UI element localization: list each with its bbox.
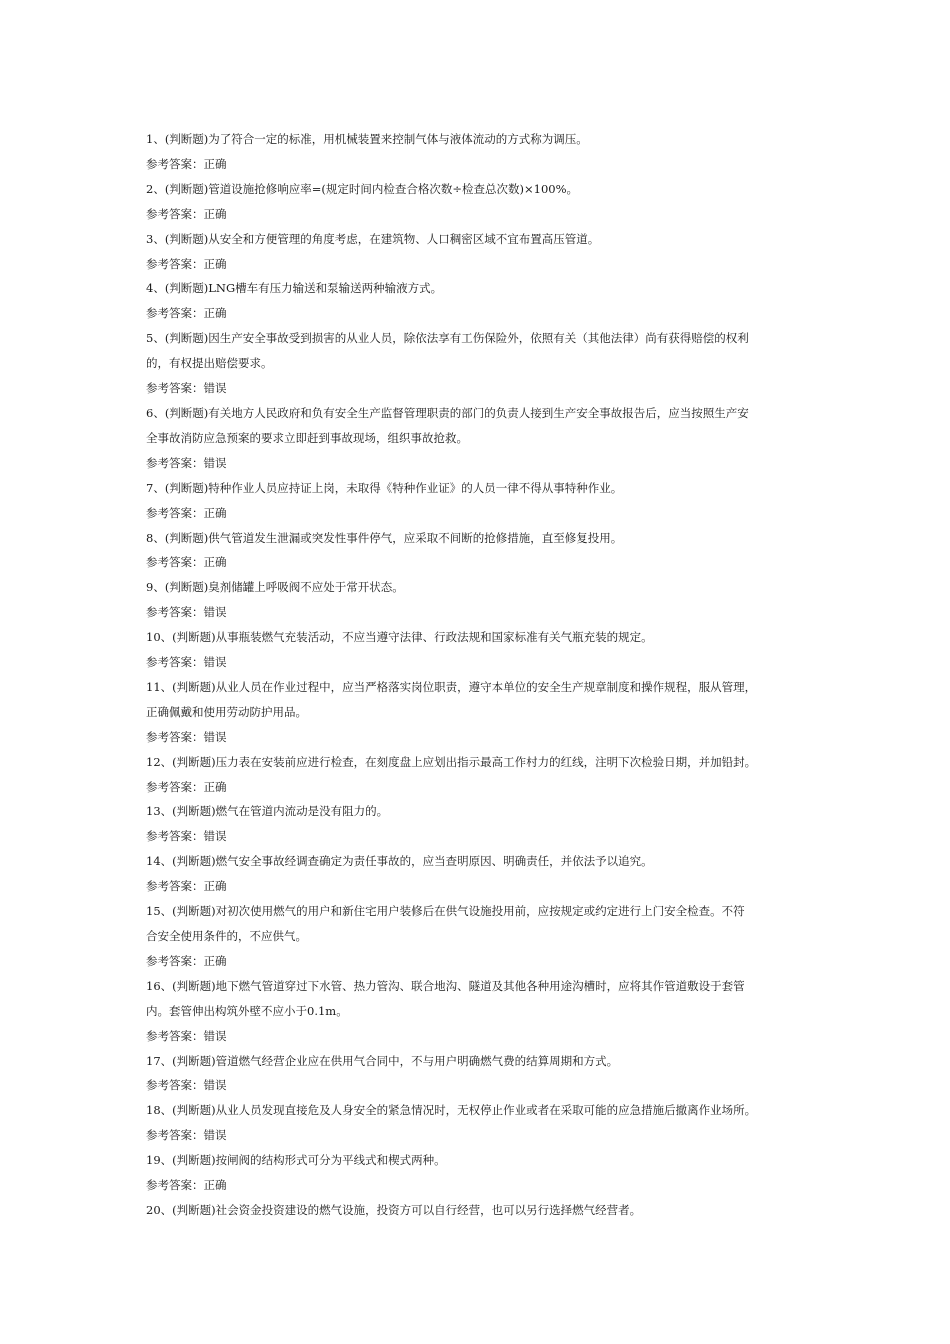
question-line: 18、(判断题)从业人员发现直接危及人身安全的紧急情况时，无权停止作业或者在采取可能的应急措施后撤离作业场所。 (146, 1103, 757, 1118)
question-line: 7、(判断题)特种作业人员应持证上岗，未取得《特种作业证》的人员一律不得从事特种作业。 (146, 480, 623, 495)
question-line: 1、(判断题)为了符合一定的标准，用机械装置来控制气体与液体流动的方式称为调压。 (146, 132, 588, 146)
question-line: 4、(判断题)LNG槽车有压力输送和泵输送两种输液方式。 (146, 281, 443, 296)
question-line: 19、(判断题)按闸阀的结构形式可分为平线式和楔式两种。 (146, 1153, 446, 1168)
question-line: 9、(判断题)臭剂储罐上呼吸阀不应处于常开状态。 (146, 580, 404, 595)
question-line: 15、(判断题)对初次使用燃气的用户和新住宅用户装修后在供气设施投用前，应按规定或约定进行上门安全检查。不符 (146, 904, 745, 919)
question-line: 10、(判断题)从事瓶装燃气充装活动，不应当遵守法律、行政法规和国家标准有关气瓶充装的规定。 (146, 630, 653, 645)
question-line: 内。套管伸出构筑外壁不应小于0.1m。 (146, 1003, 348, 1018)
question-line: 2、(判断题)管道设施抢修响应率=(规定时间内检查合格次数÷检查总次数)×100%。 (146, 181, 579, 196)
answer-line: 参考答案：错误 (146, 729, 227, 744)
question-line: 20、(判断题)社会资金投资建设的燃气设施，投资方可以自行经营，也可以另行选择燃气经营者。 (146, 1202, 642, 1217)
question-line: 3、(判断题)从安全和方便管理的角度考虑，在建筑物、人口稠密区域不宜布置高压管道。 (146, 231, 600, 246)
answer-line: 参考答案：错误 (146, 381, 227, 396)
answer-line: 参考答案：正确 (146, 206, 227, 221)
answer-line: 参考答案：错误 (146, 1128, 227, 1143)
question-line: 13、(判断题)燃气在管道内流动是没有阻力的。 (146, 804, 389, 819)
answer-line: 参考答案：正确 (146, 879, 227, 894)
answer-line: 参考答案：错误 (146, 1028, 227, 1043)
question-line: 正确佩戴和使用劳动防护用品。 (146, 704, 307, 719)
answer-line: 参考答案：正确 (146, 555, 227, 570)
question-line: 16、(判断题)地下燃气管道穿过下水管、热力管沟、联合地沟、隧道及其他各种用途沟槽时，应将其作管道敷设于套管 (146, 978, 745, 993)
answer-line: 参考答案：正确 (146, 1178, 227, 1193)
answer-line: 参考答案：正确 (146, 953, 227, 968)
answer-line: 参考答案：正确 (146, 256, 227, 271)
answer-line: 参考答案：错误 (146, 655, 227, 670)
question-line: 合安全使用条件的，不应供气。 (146, 929, 307, 943)
answer-line: 参考答案：正确 (146, 779, 227, 794)
answer-line: 参考答案：错误 (146, 1078, 227, 1093)
question-line: 5、(判断题)因生产安全事故受到损害的从业人员，除依法享有工伤保险外，依照有关（其他法律）尚有获得赔偿的权利 (146, 331, 749, 346)
question-line: 17、(判断题)管道燃气经营企业应在供用气合同中，不与用户明确燃气费的结算周期和方式。 (146, 1053, 619, 1068)
question-line: 8、(判断题)供气管道发生泄漏或突发性事件停气，应采取不间断的抢修措施，直至修复投用。 (146, 530, 623, 545)
answer-line: 参考答案：正确 (146, 306, 227, 321)
answer-line: 参考答案：正确 (146, 156, 227, 171)
question-line: 14、(判断题)燃气安全事故经调查确定为责任事故的，应当查明原因、明确责任，并依法予以追究。 (146, 854, 653, 869)
answer-line: 参考答案：错误 (146, 605, 227, 620)
answer-line: 参考答案：错误 (146, 455, 227, 470)
answer-line: 参考答案：错误 (146, 829, 227, 844)
question-line: 11、(判断题)从业人员在作业过程中，应当严格落实岗位职责，遵守本单位的安全生产规章制度和操作规程，服从管理， (146, 679, 757, 694)
question-line: 6、(判断题)有关地方人民政府和负有安全生产监督管理职责的部门的负责人接到生产安全事故报告后，应当按照生产安 (146, 405, 749, 420)
question-line: 全事故消防应急预案的要求立即赶到事故现场，组织事故抢救。 (146, 430, 468, 445)
question-line: 12、(判断题)压力表在安装前应进行检查，在刻度盘上应划出指示最高工作村力的红线，注明下次检验日期，并加铅封。 (146, 754, 757, 769)
question-list (146, 127, 812, 1223)
question-line: 的，有权提出赔偿要求。 (146, 356, 273, 371)
answer-line: 参考答案：正确 (146, 505, 227, 520)
